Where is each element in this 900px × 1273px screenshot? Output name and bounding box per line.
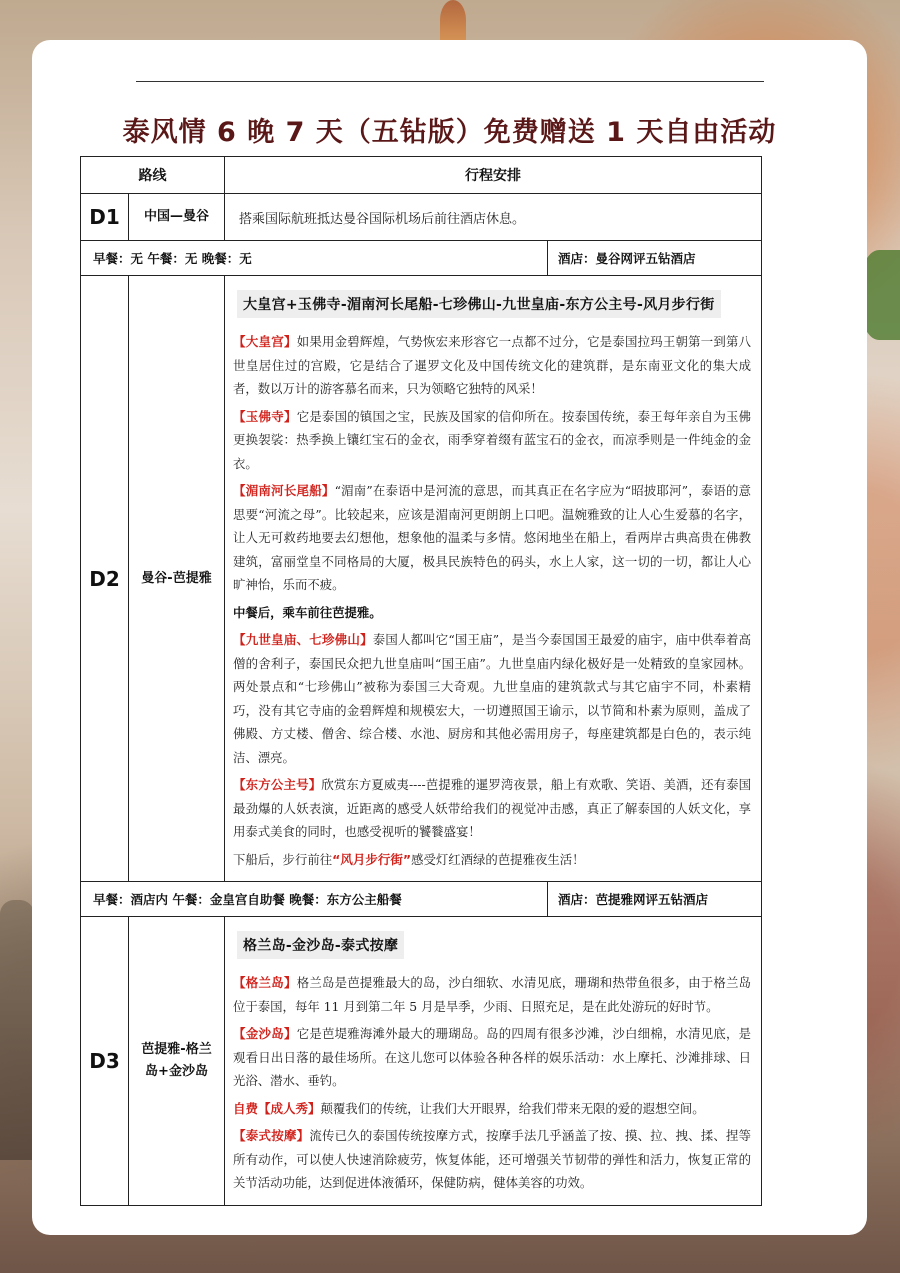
hotel-info: 酒店：曼谷网评五钻酒店 (548, 241, 762, 276)
schedule-detail (225, 917, 762, 1206)
spot-tag: 【湄南河长尾船】 (233, 483, 335, 498)
spot-desc: 它是泰国的镇国之宝，民族及国家的信仰所在。按泰国传统，泰王每年亲自为玉佛更换袈裟：热季换上镶红宝石的金衣，雨季穿着缀有蓝宝石的金衣，而凉季则是一件纯金的金衣。 (233, 408, 751, 471)
temple-spire-background (440, 0, 466, 40)
meals-info: 早餐：酒店内 午餐：金皇宫自助餐 晚餐：东方公主船餐 (81, 882, 548, 917)
spot-desc: 如果用金碧辉煌，气势恢宏来形容它一点都不过分，它是泰国拉玛王朝第一到第八世皇居住过的宫殿，它是结合了暹罗文化及中国传统文化的建筑群，是东南亚文化的集大成者，数以万计的游客慕名而来，只为领略它独特的风采！ (233, 334, 751, 396)
spot-pre: 下船后，步行前往 (233, 851, 333, 867)
spot-desc: 颠覆我们的传统，让我们大开眼界，给我们带来无限的爱的遐想空间。 (320, 1100, 705, 1116)
spot-tag: 【金沙岛】 (233, 1026, 297, 1041)
spot-desc: 泰国人都叫它“国王庙”，是当今泰国国王最爱的庙宇，庙中供奉着高僧的舍利子，泰国民众把九世皇庙叫“国王庙”。九世皇庙内绿化极好是一处精致的皇家园林。两处景点和“七珍佛山”被称为泰国三大奇观。九世皇庙的建筑款式与其它庙宇不同，朴素精巧，没有其它寺庙的金碧辉煌和规模宏大，一切遵照国王谕示，以节简和朴素为原则，盖成了佛殿、方丈楼、僧舍、综合楼、水池、厨房和其他必需用房子，每座建筑都是白色的，表示纯洁、漂亮。 (233, 632, 751, 765)
spot-desc: 格兰岛是芭提雅最大的岛，沙白细软、水清见底，珊瑚和热带鱼很多，由于格兰岛位于泰国，每年 11 月到第二年 5 月是旱季，少雨、日照充足，是在此处游玩的好时节。 (233, 975, 751, 1014)
schedule-detail (225, 276, 762, 882)
paragraph-golden-sand (233, 1022, 751, 1093)
spot-tag: 【格兰岛】 (233, 975, 297, 990)
meal-row-d2 (81, 882, 762, 917)
hotel-info: 酒店：芭提雅网评五钻酒店 (548, 882, 762, 917)
route-label: 芭提雅-格兰岛+金沙岛 (129, 917, 225, 1206)
spot-desc: 流传已久的泰国传统按摩方式，按摩手法几乎涵盖了按、摸、拉、拽、揉、捏等所有动作，可以使人快速消除疲劳，恢复体能，还可增强关节韧带的弹性和活力，恢复正常的关节活动功能，达到促进体液循环，保健防病，健体美容的功效。 (233, 1128, 751, 1190)
lunch-note-text: 中餐后，乘车前往芭提雅。 (233, 604, 382, 620)
header-route: 路线 (81, 157, 225, 194)
day-row-d3 (81, 917, 762, 1206)
route-label: 曼谷-芭提雅 (129, 276, 225, 882)
top-divider (136, 81, 764, 82)
spot-desc: 欣赏东方夏威夷----芭提雅的暹罗湾夜景，船上有欢歌、笑语、美酒，还有泰国最劲爆的人妖表演，近距离的感受人妖带给我们的视觉冲击感，真正了解泰国的人妖文化，享用泰式美食的同时，也感受视听的饕餮盛宴！ (233, 777, 751, 839)
spot-tag: 【玉佛寺】 (233, 408, 297, 424)
lunch-note (233, 601, 751, 625)
spot-tag: 【大皇宫】 (233, 334, 297, 349)
paragraph-koh-larn (233, 971, 751, 1018)
spot-tag: 自费【成人秀】 (233, 1100, 321, 1116)
itinerary-table (80, 156, 762, 1206)
page-title: 泰风情 6 晚 7 天（五钻版）免费赠送 1 天自由活动 (122, 117, 777, 148)
meals-info: 早餐：无 午餐：无 晚餐：无 (81, 241, 548, 276)
spot-tag: 【东方公主号】 (233, 777, 322, 792)
spot-desc: 它是芭堤雅海滩外最大的珊瑚岛。岛的四周有很多沙滩，沙白细棉，水清见底，是观看日出日落的最佳场所。在这儿您可以体验各种各样的娱乐活动：水上摩托、沙滩排球、日光浴、潜水、垂钓。 (233, 1026, 751, 1088)
paragraph-king-temple (233, 628, 751, 769)
meal-row-d1 (81, 241, 762, 276)
header-schedule: 行程安排 (225, 157, 762, 194)
itinerary-card (32, 40, 867, 1235)
day-row-d2 (81, 276, 762, 882)
day-label: D3 (81, 917, 129, 1206)
day-heading: 格兰岛-金沙岛-泰式按摩 (237, 931, 404, 959)
spot-tag: “风月步行街” (332, 851, 412, 867)
paragraph-oriental-princess (233, 773, 751, 844)
day-row-d1 (81, 194, 762, 241)
paragraph-grand-palace (233, 330, 751, 401)
table-header-row (81, 157, 762, 194)
day-heading: 大皇宫+玉佛寺-湄南河长尾船-七珍佛山-九世皇庙-东方公主号-风月步行街 (237, 290, 721, 318)
route-label: 中国—曼谷 (129, 194, 225, 241)
statue-background (0, 900, 34, 1160)
spot-desc: 感受灯红酒绿的芭提雅夜生活！ (411, 851, 585, 867)
paragraph-walking-street (233, 848, 751, 872)
paragraph-adult-show (233, 1097, 751, 1121)
paragraph-thai-massage (233, 1124, 751, 1195)
spot-desc: “湄南”在泰语中是河流的意思，而其真正在名字应为“昭披耶河”，泰语的意思要“河流之母”。比较起来，应该是湄南河更朗朗上口吧。温婉雅致的让人心生爱慕的名字，让人无可救药地要去幻想他，想象他的温柔与多情。悠闲地坐在船上，看两岸古典高贵在佛教建筑，富丽堂皇不同格局的大厦，极具民族特色的码头，水上人家，这一切的一切，都让人心旷神怡，乐而不疲。 (233, 483, 751, 592)
schedule-text: 搭乘国际航班抵达曼谷国际机场后前往酒店休息。 (225, 194, 762, 241)
spot-tag: 【九世皇庙、七珍佛山】 (233, 632, 373, 647)
day-label: D2 (81, 276, 129, 882)
day-label: D1 (81, 194, 129, 241)
spot-tag: 【泰式按摩】 (233, 1128, 310, 1143)
paragraph-longtail-boat (233, 479, 751, 597)
paragraph-emerald-buddha (233, 405, 751, 476)
